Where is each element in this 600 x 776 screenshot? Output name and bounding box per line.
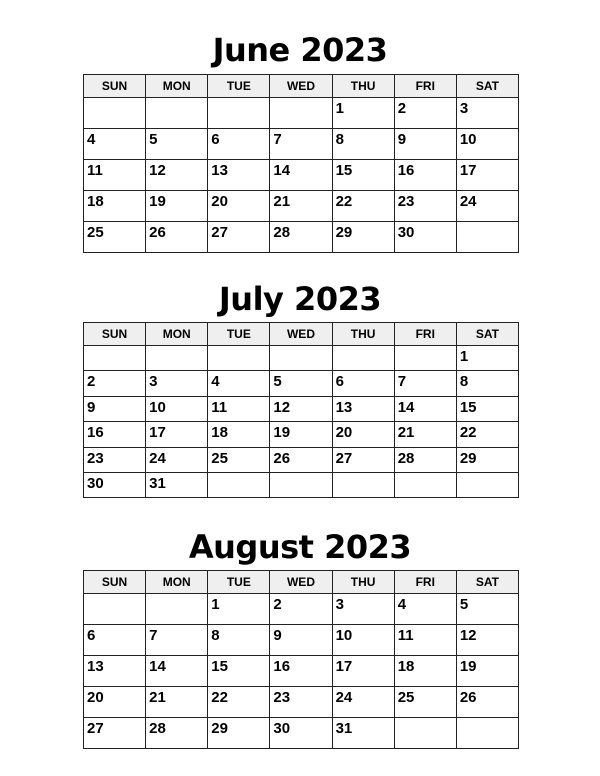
day-cell: 9 [394, 129, 456, 160]
week-row [84, 422, 519, 447]
day-cell: 9 [270, 625, 332, 656]
empty-day-cell [270, 472, 332, 497]
day-cell: 8 [456, 371, 518, 396]
day-cell: 21 [394, 422, 456, 447]
empty-day-cell [394, 718, 456, 749]
empty-day-cell [456, 222, 518, 253]
day-cell: 13 [84, 656, 146, 687]
day-cell: 25 [208, 447, 270, 472]
weekday-header: TUE [208, 75, 270, 98]
empty-day-cell [332, 346, 394, 371]
week-row [84, 129, 519, 160]
day-cell: 8 [332, 129, 394, 160]
day-cell: 14 [394, 396, 456, 421]
day-cell: 9 [84, 396, 146, 421]
day-cell: 23 [270, 687, 332, 718]
day-cell: 16 [394, 160, 456, 191]
day-cell: 3 [332, 594, 394, 625]
day-cell: 15 [332, 160, 394, 191]
day-cell: 23 [84, 447, 146, 472]
day-cell: 7 [270, 129, 332, 160]
day-cell: 29 [332, 222, 394, 253]
day-cell: 14 [270, 160, 332, 191]
day-cell: 8 [208, 625, 270, 656]
day-cell: 13 [208, 160, 270, 191]
weekday-header-row [84, 571, 519, 594]
empty-day-cell [270, 346, 332, 371]
day-cell: 27 [332, 447, 394, 472]
week-row [84, 447, 519, 472]
day-cell: 30 [84, 472, 146, 497]
week-row [84, 346, 519, 371]
empty-day-cell [84, 594, 146, 625]
week-row [84, 625, 519, 656]
day-cell: 30 [394, 222, 456, 253]
week-row [84, 594, 519, 625]
day-cell: 2 [394, 98, 456, 129]
day-cell: 1 [208, 594, 270, 625]
week-row [84, 222, 519, 253]
weekday-header: SAT [456, 323, 518, 346]
month-grid [83, 322, 519, 498]
empty-day-cell [332, 472, 394, 497]
day-cell: 25 [84, 222, 146, 253]
day-cell: 22 [332, 191, 394, 222]
day-cell: 4 [394, 594, 456, 625]
day-cell: 22 [208, 687, 270, 718]
week-row [84, 98, 519, 129]
day-cell: 19 [146, 191, 208, 222]
day-cell: 17 [146, 422, 208, 447]
weekday-header: MON [146, 571, 208, 594]
day-cell: 7 [146, 625, 208, 656]
day-cell: 16 [84, 422, 146, 447]
day-cell: 11 [208, 396, 270, 421]
day-cell: 3 [456, 98, 518, 129]
week-row [84, 396, 519, 421]
day-cell: 21 [270, 191, 332, 222]
weekday-header: MON [146, 323, 208, 346]
day-cell: 20 [84, 687, 146, 718]
weekday-header: WED [270, 323, 332, 346]
weekday-header: SUN [84, 323, 146, 346]
weekday-header: THU [332, 75, 394, 98]
day-cell: 14 [146, 656, 208, 687]
day-cell: 10 [146, 396, 208, 421]
month-title: August 2023 [188, 528, 412, 566]
weekday-header: TUE [208, 571, 270, 594]
day-cell: 2 [84, 371, 146, 396]
weekday-header: WED [270, 571, 332, 594]
month-grid [83, 74, 519, 253]
day-cell: 2 [270, 594, 332, 625]
day-cell: 19 [270, 422, 332, 447]
month-title: June 2023 [212, 31, 388, 69]
empty-day-cell [394, 472, 456, 497]
day-cell: 17 [456, 160, 518, 191]
day-cell: 28 [394, 447, 456, 472]
day-cell: 18 [208, 422, 270, 447]
weekday-header: MON [146, 75, 208, 98]
week-row [84, 472, 519, 497]
day-cell: 12 [456, 625, 518, 656]
empty-day-cell [146, 594, 208, 625]
day-cell: 31 [146, 472, 208, 497]
weekday-header: WED [270, 75, 332, 98]
day-cell: 6 [332, 371, 394, 396]
day-cell: 27 [84, 718, 146, 749]
day-cell: 3 [146, 371, 208, 396]
week-row [84, 191, 519, 222]
day-cell: 10 [456, 129, 518, 160]
empty-day-cell [394, 346, 456, 371]
empty-day-cell [84, 346, 146, 371]
weekday-header: THU [332, 323, 394, 346]
weekday-header: FRI [394, 75, 456, 98]
month-grid [83, 570, 519, 749]
day-cell: 24 [332, 687, 394, 718]
day-cell: 5 [456, 594, 518, 625]
day-cell: 19 [456, 656, 518, 687]
day-cell: 28 [270, 222, 332, 253]
day-cell: 23 [394, 191, 456, 222]
day-cell: 7 [394, 371, 456, 396]
day-cell: 22 [456, 422, 518, 447]
day-cell: 24 [146, 447, 208, 472]
empty-day-cell [456, 472, 518, 497]
week-row [84, 371, 519, 396]
day-cell: 26 [146, 222, 208, 253]
day-cell: 1 [456, 346, 518, 371]
weekday-header: SUN [84, 75, 146, 98]
day-cell: 15 [208, 656, 270, 687]
day-cell: 29 [456, 447, 518, 472]
day-cell: 6 [208, 129, 270, 160]
weekday-header: FRI [394, 571, 456, 594]
day-cell: 4 [84, 129, 146, 160]
day-cell: 17 [332, 656, 394, 687]
weekday-header: FRI [394, 323, 456, 346]
empty-day-cell [84, 98, 146, 129]
weekday-header-row [84, 75, 519, 98]
weekday-header-row [84, 323, 519, 346]
empty-day-cell [146, 346, 208, 371]
day-cell: 13 [332, 396, 394, 421]
day-cell: 18 [84, 191, 146, 222]
day-cell: 24 [456, 191, 518, 222]
day-cell: 1 [332, 98, 394, 129]
day-cell: 26 [456, 687, 518, 718]
day-cell: 28 [146, 718, 208, 749]
day-cell: 12 [146, 160, 208, 191]
day-cell: 25 [394, 687, 456, 718]
empty-day-cell [146, 98, 208, 129]
day-cell: 31 [332, 718, 394, 749]
day-cell: 18 [394, 656, 456, 687]
day-cell: 20 [332, 422, 394, 447]
day-cell: 30 [270, 718, 332, 749]
weekday-header: TUE [208, 323, 270, 346]
day-cell: 27 [208, 222, 270, 253]
day-cell: 11 [84, 160, 146, 191]
weekday-header: SUN [84, 571, 146, 594]
day-cell: 15 [456, 396, 518, 421]
empty-day-cell [208, 98, 270, 129]
week-row [84, 687, 519, 718]
day-cell: 12 [270, 396, 332, 421]
day-cell: 4 [208, 371, 270, 396]
week-row [84, 718, 519, 749]
empty-day-cell [270, 98, 332, 129]
day-cell: 16 [270, 656, 332, 687]
week-row [84, 656, 519, 687]
day-cell: 20 [208, 191, 270, 222]
weekday-header: SAT [456, 75, 518, 98]
day-cell: 21 [146, 687, 208, 718]
empty-day-cell [456, 718, 518, 749]
day-cell: 29 [208, 718, 270, 749]
day-cell: 6 [84, 625, 146, 656]
weekday-header: SAT [456, 571, 518, 594]
weekday-header: THU [332, 571, 394, 594]
day-cell: 26 [270, 447, 332, 472]
month-title: July 2023 [218, 280, 382, 318]
day-cell: 5 [270, 371, 332, 396]
week-row [84, 160, 519, 191]
day-cell: 10 [332, 625, 394, 656]
empty-day-cell [208, 472, 270, 497]
day-cell: 5 [146, 129, 208, 160]
day-cell: 11 [394, 625, 456, 656]
empty-day-cell [208, 346, 270, 371]
